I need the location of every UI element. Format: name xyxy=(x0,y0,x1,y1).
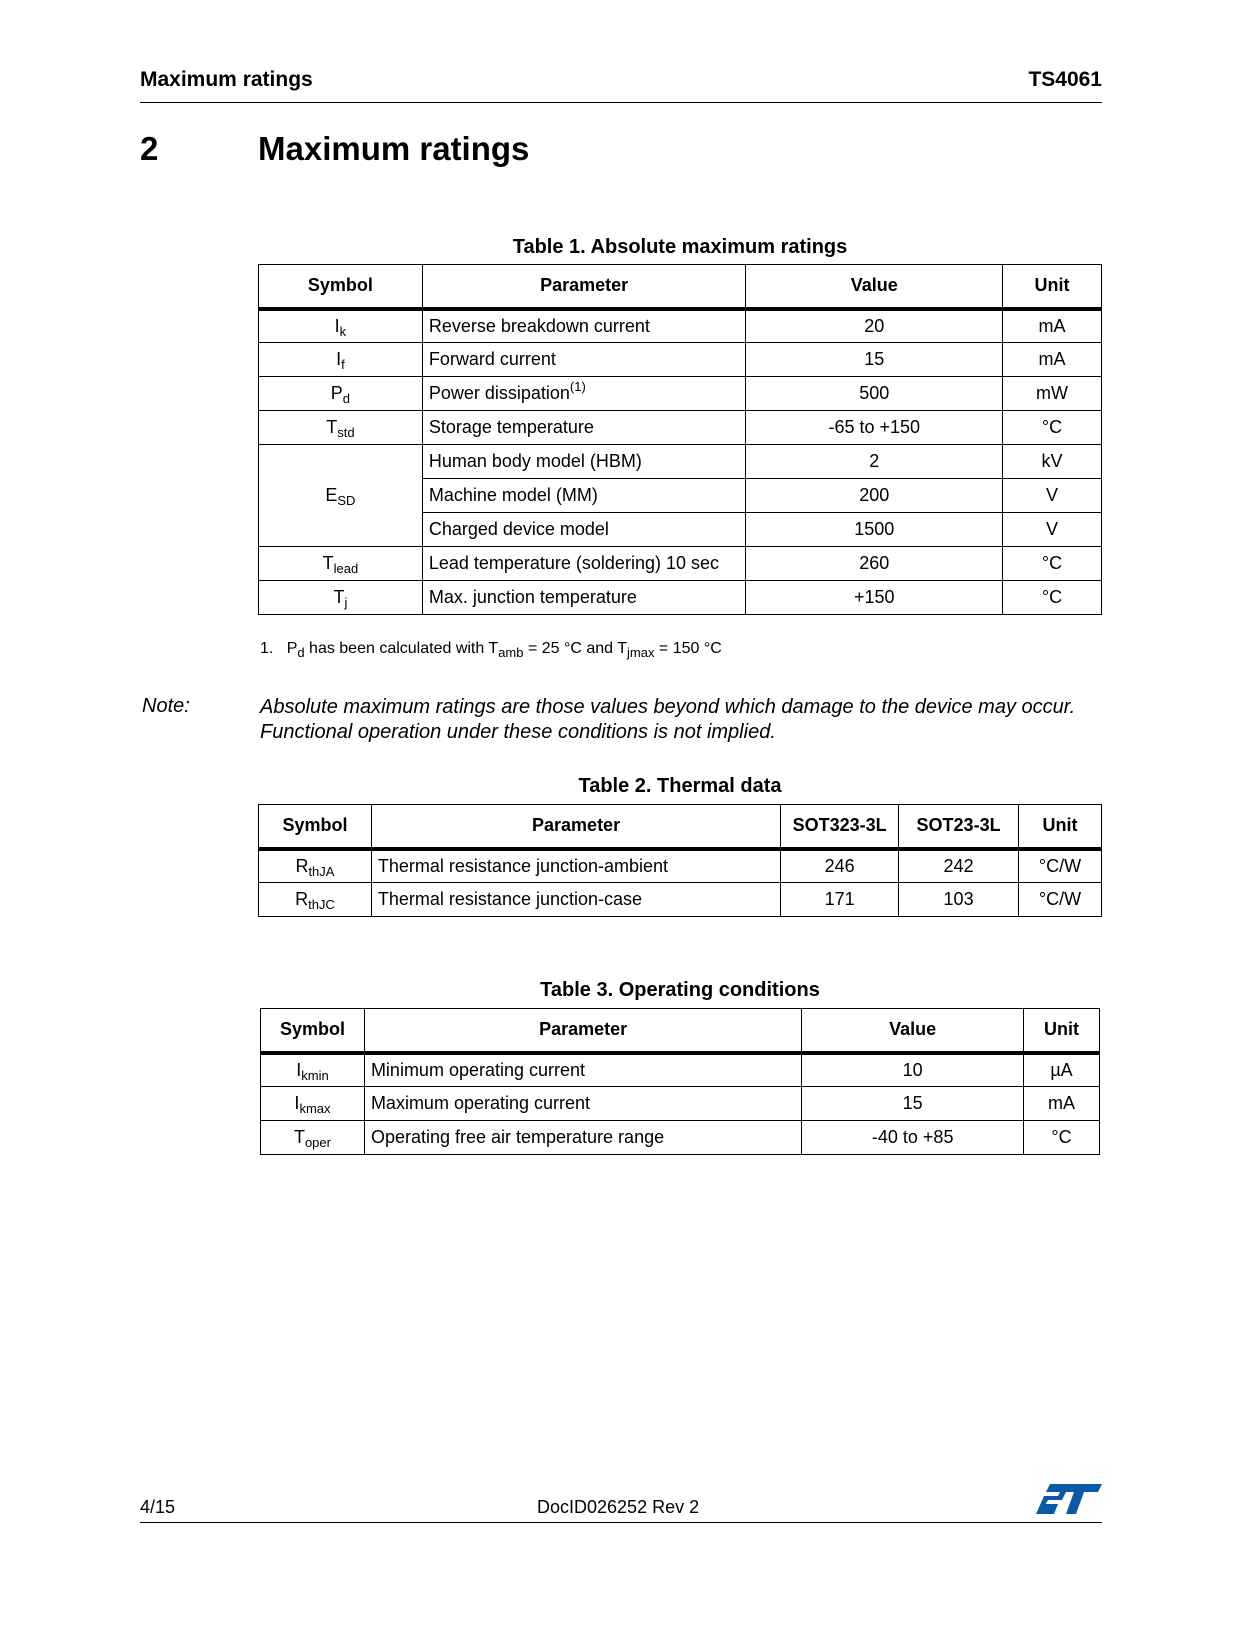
value-cell: 103 xyxy=(899,883,1019,917)
footnote-ref: (1) xyxy=(569,379,586,394)
symbol-cell: $I_{kmin}$ xyxy=(261,1053,365,1087)
symbol-cell: $E_{SD}$ xyxy=(259,445,423,547)
table-row xyxy=(261,1121,1100,1155)
value-cell: 171 xyxy=(781,883,899,917)
table-header-row xyxy=(259,805,1102,849)
col-header-parameter: Parameter xyxy=(371,805,780,849)
table2-caption: Table 2. Thermal data xyxy=(578,775,782,797)
running-header-section: Maximum ratings xyxy=(140,68,313,91)
thermal-data-table xyxy=(258,804,1102,917)
section-number: 2 xyxy=(140,130,159,167)
value-cell: +150 xyxy=(746,581,1003,615)
unit-cell: °C xyxy=(1024,1121,1100,1155)
unit-cell: mW xyxy=(1003,377,1102,411)
value-cell: 246 xyxy=(781,849,899,883)
value-cell: 500 xyxy=(746,377,1003,411)
parameter-cell: Reverse breakdown current xyxy=(422,309,746,343)
value-cell: 200 xyxy=(746,479,1003,513)
st-logo-icon xyxy=(1036,1482,1104,1521)
unit-cell: °C xyxy=(1003,547,1102,581)
col-header-sot323: SOT323-3L xyxy=(781,805,899,849)
unit-cell: µA xyxy=(1024,1053,1100,1087)
col-header-unit: Unit xyxy=(1024,1009,1100,1053)
parameter-cell: Machine model (MM) xyxy=(422,479,746,513)
table-row xyxy=(259,581,1102,615)
table-header-row xyxy=(259,265,1102,309)
parameter-cell: Human body model (HBM) xyxy=(422,445,746,479)
parameter-cell: Lead temperature (soldering) 10 sec xyxy=(422,547,746,581)
unit-cell: mA xyxy=(1003,343,1102,377)
table-row xyxy=(261,1053,1100,1087)
doc-id: DocID026252 Rev 2 xyxy=(537,1497,700,1517)
unit-cell: V xyxy=(1003,513,1102,547)
table-row xyxy=(259,883,1102,917)
parameter-cell: Thermal resistance junction-ambient xyxy=(371,849,780,883)
col-header-unit: Unit xyxy=(1019,805,1102,849)
table-row xyxy=(259,411,1102,445)
value-cell: 15 xyxy=(802,1087,1024,1121)
parameter-cell: Forward current xyxy=(422,343,746,377)
col-header-parameter: Parameter xyxy=(364,1009,801,1053)
section-title: Maximum ratings xyxy=(258,130,530,167)
value-cell: 260 xyxy=(746,547,1003,581)
header-rule xyxy=(140,102,1102,103)
table-row xyxy=(259,309,1102,343)
table-header-row xyxy=(261,1009,1100,1053)
table1-caption: Table 1. Absolute maximum ratings xyxy=(512,236,848,258)
symbol-cell: $T_{oper}$ xyxy=(261,1121,365,1155)
unit-cell: kV xyxy=(1003,445,1102,479)
col-header-symbol: Symbol xyxy=(261,1009,365,1053)
value-cell: -65 to +150 xyxy=(746,411,1003,445)
table-row xyxy=(259,343,1102,377)
table-row xyxy=(259,377,1102,411)
unit-cell: °C xyxy=(1003,581,1102,615)
col-header-symbol: Symbol xyxy=(259,805,372,849)
note-label: Note: xyxy=(142,695,190,717)
table3-caption: Table 3. Operating conditions xyxy=(540,979,820,1001)
absolute-max-ratings-table xyxy=(258,264,1102,615)
value-cell: 20 xyxy=(746,309,1003,343)
col-header-value: Value xyxy=(802,1009,1024,1053)
parameter-cell: Thermal resistance junction-case xyxy=(371,883,780,917)
col-header-value: Value xyxy=(746,265,1003,309)
value-cell: -40 to +85 xyxy=(802,1121,1024,1155)
symbol-cell: $R_{thJA}$ xyxy=(259,849,372,883)
value-cell: 1500 xyxy=(746,513,1003,547)
unit-cell: °C/W xyxy=(1019,883,1102,917)
col-header-parameter: Parameter xyxy=(422,265,746,309)
footer-rule xyxy=(140,1522,1102,1523)
col-header-unit: Unit xyxy=(1003,265,1102,309)
symbol-cell: $I_{kmax}$ xyxy=(261,1087,365,1121)
table1-footnote: 1. $P_d$ has been calculated with $T_{amb} = 25$ °C and $T_{jmax} = 150$ °C xyxy=(260,640,722,660)
running-header-docname: TS4061 xyxy=(1028,68,1102,91)
parameter-cell: Charged device model xyxy=(422,513,746,547)
value-cell: 15 xyxy=(746,343,1003,377)
symbol-cell: $I_f$ xyxy=(259,343,423,377)
parameter-cell: Operating free air temperature range xyxy=(364,1121,801,1155)
table-row xyxy=(259,849,1102,883)
symbol-cell: $P_d$ xyxy=(259,377,423,411)
note-text: Absolute maximum ratings are those values beyond which damage to the device may occur. Functional operation under these conditions is not implied. xyxy=(260,696,1076,743)
unit-cell: °C/W xyxy=(1019,849,1102,883)
parameter-cell: Minimum operating current xyxy=(364,1053,801,1087)
table-row xyxy=(261,1087,1100,1121)
unit-cell: mA xyxy=(1024,1087,1100,1121)
table-row xyxy=(259,547,1102,581)
symbol-cell: $I_k$ xyxy=(259,309,423,343)
symbol-cell: $R_{thJC}$ xyxy=(259,883,372,917)
operating-conditions-table xyxy=(260,1008,1100,1155)
parameter-cell: Storage temperature xyxy=(422,411,746,445)
parameter-cell: Maximum operating current xyxy=(364,1087,801,1121)
col-header-sot23: SOT23-3L xyxy=(899,805,1019,849)
symbol-cell: $T_j$ xyxy=(259,581,423,615)
parameter-cell: Power dissipation$^{(1)}$ xyxy=(422,377,746,411)
symbol-cell: $T_{std}$ xyxy=(259,411,423,445)
unit-cell: °C xyxy=(1003,411,1102,445)
unit-cell: V xyxy=(1003,479,1102,513)
parameter-cell: Max. junction temperature xyxy=(422,581,746,615)
value-cell: 242 xyxy=(899,849,1019,883)
table-row xyxy=(259,445,1102,479)
value-cell: 2 xyxy=(746,445,1003,479)
col-header-symbol: Symbol xyxy=(259,265,423,309)
unit-cell: mA xyxy=(1003,309,1102,343)
page-number: 4/15 xyxy=(140,1497,176,1517)
value-cell: 10 xyxy=(802,1053,1024,1087)
symbol-cell: $T_{lead}$ xyxy=(259,547,423,581)
